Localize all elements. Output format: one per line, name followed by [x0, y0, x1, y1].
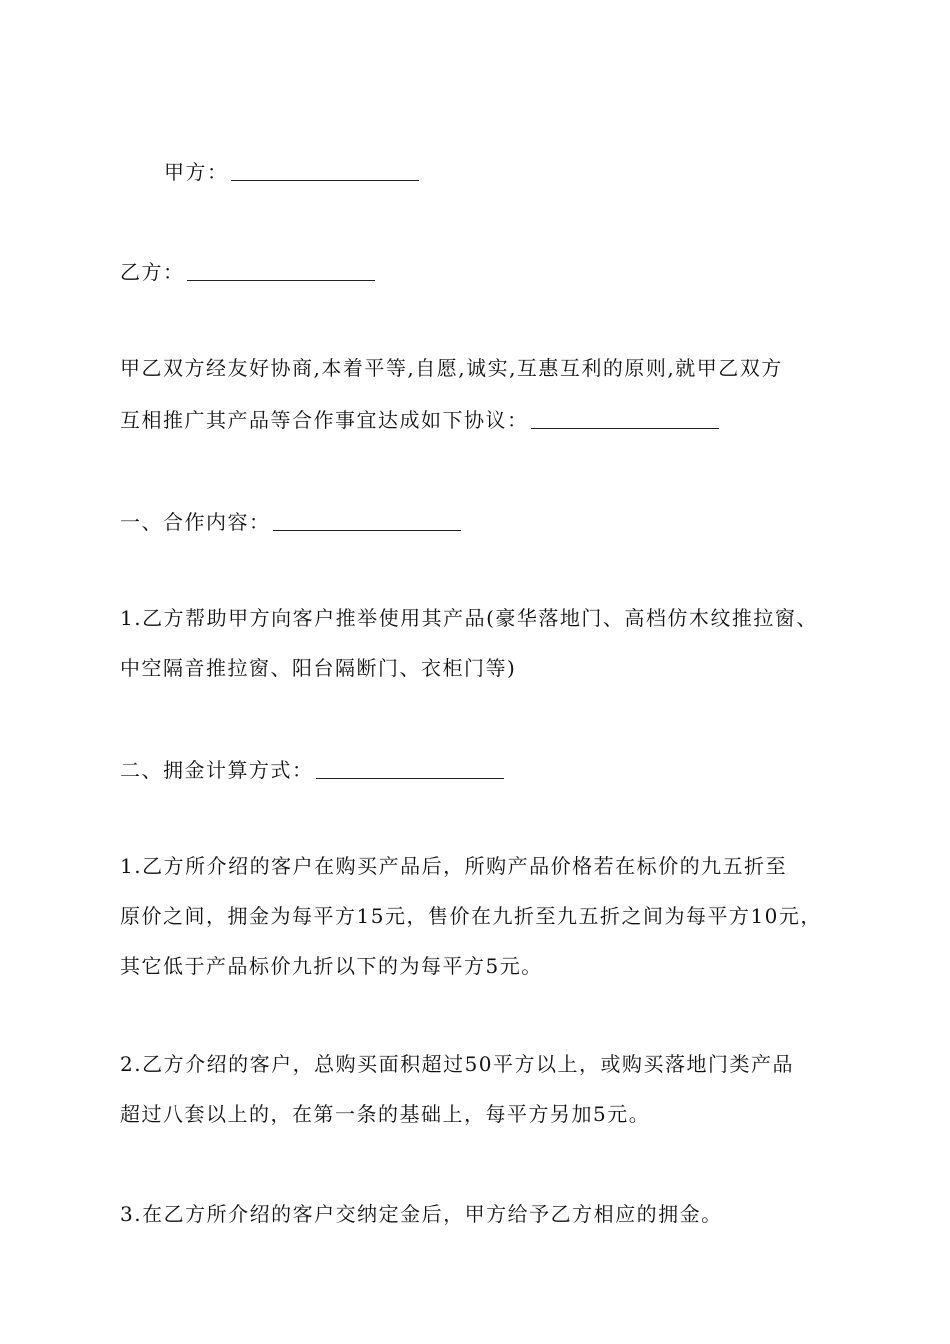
section2-item2-line-2: 超过八套以上的，在第一条的基础上，每平方另加5元。	[120, 1102, 651, 1126]
section1-item1-line-2: 中空隔音推拉窗、阳台隔断门、衣柜门等)	[120, 656, 517, 680]
party-b-line	[120, 258, 840, 284]
section2-item1-line-2: 原价之间，拥金为每平方15元，售价在九折至九五折之间为每平方10元，	[120, 904, 822, 928]
section1-title-line	[120, 508, 840, 534]
intro-line-1: 甲乙双方经友好协商,本着平等,自愿,诚实,互惠互利的原则,就甲乙双方	[120, 356, 783, 380]
party-b-label: 乙方：	[120, 260, 185, 284]
section2-item1-line-3: 其它低于产品标价九折以下的为每平方5元。	[120, 954, 543, 978]
intro-blank	[531, 406, 719, 429]
party-a-blank	[231, 158, 419, 181]
intro-line-2-text: 互相推广其产品等合作事宜达成如下协议：	[120, 408, 529, 432]
section1-item1-line-1: 1.乙方帮助甲方向客户推举使用其产品(豪华落地门、高档仿木纹推拉窗、	[120, 606, 818, 630]
section2-item1-line-1: 1.乙方所介绍的客户在购买产品后，所购产品价格若在标价的九五折至	[120, 854, 788, 878]
section2-title-line	[120, 756, 840, 782]
party-a-line	[164, 158, 884, 184]
section2-item3-line-1: 3.在乙方所介绍的客户交纳定金后，甲方给予乙方相应的拥金。	[120, 1202, 723, 1226]
intro-line-2	[120, 406, 840, 432]
section1-title: 一、合作内容：	[120, 510, 271, 534]
section2-title: 二、拥金计算方式：	[120, 758, 314, 782]
section2-blank	[316, 756, 504, 779]
section1-blank	[273, 508, 461, 531]
section2-item2-line-1: 2.乙方介绍的客户，总购买面积超过50平方以上，或购买落地门类产品	[120, 1052, 795, 1076]
party-b-blank	[187, 258, 375, 281]
party-a-label: 甲方：	[164, 160, 229, 184]
